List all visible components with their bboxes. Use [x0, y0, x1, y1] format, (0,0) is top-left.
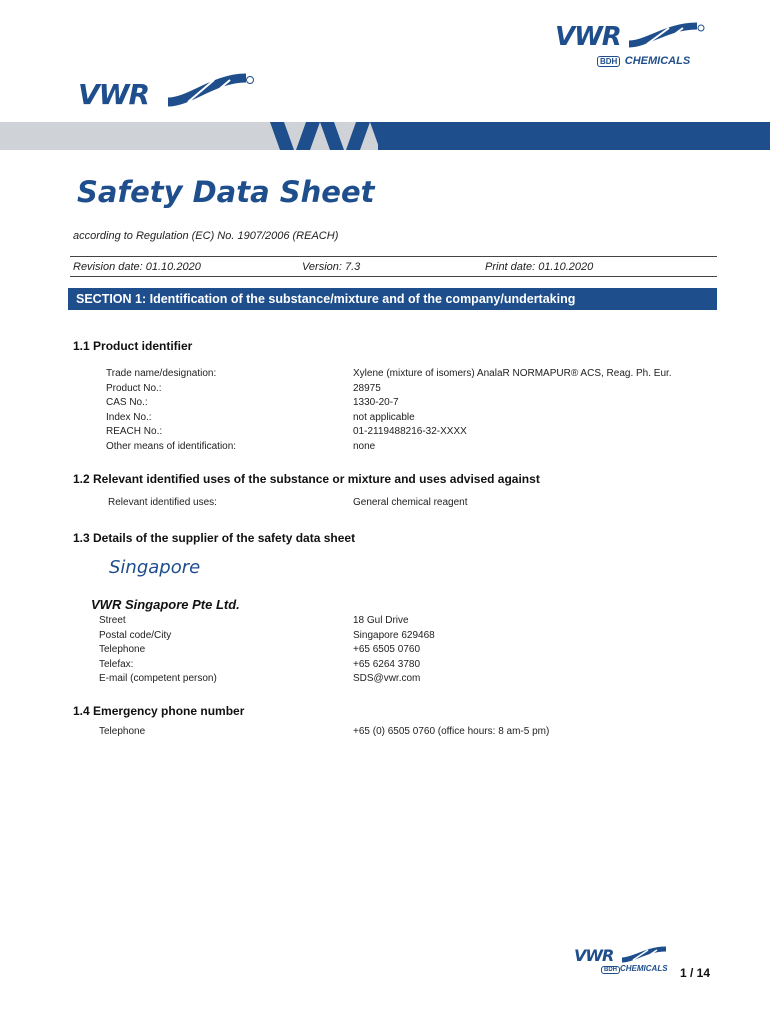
s13-heading: 1.3 Details of the supplier of the safety data sheet: [73, 531, 356, 545]
kv-value[interactable]: SDS@vwr.com: [353, 673, 421, 685]
revision-rule-top: [70, 256, 717, 257]
page-title: Safety Data Sheet: [77, 175, 375, 209]
kv-row: [106, 367, 706, 382]
kv-label: Index No.:: [106, 411, 152, 423]
uses-row: [108, 496, 708, 511]
kv-row: [99, 629, 699, 644]
bdh-box: BDH: [597, 56, 620, 67]
regulation-text: according to Regulation (EC) No. 1907/2006 (REACH): [73, 230, 339, 242]
s11-heading: 1.1 Product identifier: [73, 339, 193, 353]
kv-label: REACH No.:: [106, 426, 163, 438]
kv-value: +65 6505 0760: [353, 644, 421, 656]
uses-value: General chemical reagent: [353, 497, 468, 508]
uses-label: Relevant identified uses:: [108, 497, 217, 508]
kv-row: [106, 411, 706, 426]
footer-vwr-logo-text: VWR: [574, 946, 614, 965]
kv-row: [106, 425, 706, 440]
supplier-details-list: [99, 614, 699, 687]
kv-row: [106, 382, 706, 397]
kv-label: Other means of identification:: [106, 440, 237, 452]
emergency-value: +65 (0) 6505 0760 (office hours: 8 am-5 pm): [353, 726, 550, 737]
kv-row: [106, 440, 706, 455]
kv-row: [99, 614, 699, 629]
emergency-label: Telephone: [99, 726, 146, 737]
chemicals-text: CHEMICALS: [624, 55, 691, 67]
kv-value: not applicable: [353, 411, 415, 423]
version: Version: 7.3: [302, 261, 361, 273]
main-logo: [78, 72, 258, 112]
vwr-swoosh-icon: [627, 22, 707, 50]
kv-label: Trade name/designation:: [106, 368, 217, 379]
section1-header: SECTION 1: Identification of the substance/mixture and of the company/undertaking: [68, 288, 717, 310]
kv-value: 18 Gul Drive: [353, 615, 409, 626]
s14-heading: 1.4 Emergency phone number: [73, 704, 245, 718]
page-number: 1 / 14: [680, 966, 711, 980]
kv-label: Postal code/City: [99, 629, 172, 641]
kv-value: +65 6264 3780: [353, 658, 421, 670]
kv-label: CAS No.:: [106, 397, 148, 409]
footer-bdh-box: BDH: [601, 966, 620, 974]
emergency-row: [99, 725, 719, 740]
footer-logo: [574, 946, 674, 980]
top-right-logo: [555, 22, 715, 66]
kv-label: Telefax:: [99, 658, 134, 670]
footer-bdh-chemicals: [601, 964, 668, 974]
supplier-company: VWR Singapore Pte Ltd.: [91, 597, 240, 612]
main-vwr-swoosh-icon: [166, 72, 256, 108]
header-band-dark: [378, 122, 770, 150]
kv-label: Street: [99, 615, 126, 626]
kv-value: 01-2119488216-32-XXXX: [353, 426, 467, 438]
product-identifier-list: [106, 367, 706, 455]
footer-chemicals-text: CHEMICALS: [620, 964, 668, 973]
footer-swoosh-icon: [620, 946, 672, 964]
kv-row: [99, 658, 699, 673]
kv-value: 28975: [353, 382, 381, 394]
chevron-pattern-icon: [262, 122, 392, 150]
main-vwr-logo-text: VWR: [78, 78, 150, 111]
s12-heading: 1.2 Relevant identified uses of the substance or mixture and uses advised against: [73, 472, 540, 486]
kv-row: [106, 396, 706, 411]
kv-row: [99, 643, 699, 658]
revision-date: Revision date: 01.10.2020: [73, 261, 201, 273]
bdh-chemicals-label: [597, 51, 690, 69]
supplier-city: Singapore: [109, 557, 201, 578]
kv-value: 1330-20-7: [353, 397, 399, 409]
revision-rule-bottom: [70, 276, 717, 277]
kv-value: Xylene (mixture of isomers) AnalaR NORMAPUR® ACS, Reag. Ph. Eur.: [353, 368, 672, 379]
kv-label: Telephone: [99, 644, 146, 656]
kv-label: E-mail (competent person): [99, 673, 217, 685]
vwr-logo-text: VWR: [555, 22, 621, 52]
print-date: Print date: 01.10.2020: [485, 261, 594, 273]
kv-value: none: [353, 440, 376, 452]
kv-row: [99, 672, 699, 687]
kv-value: Singapore 629468: [353, 629, 435, 641]
kv-label: Product No.:: [106, 382, 162, 394]
